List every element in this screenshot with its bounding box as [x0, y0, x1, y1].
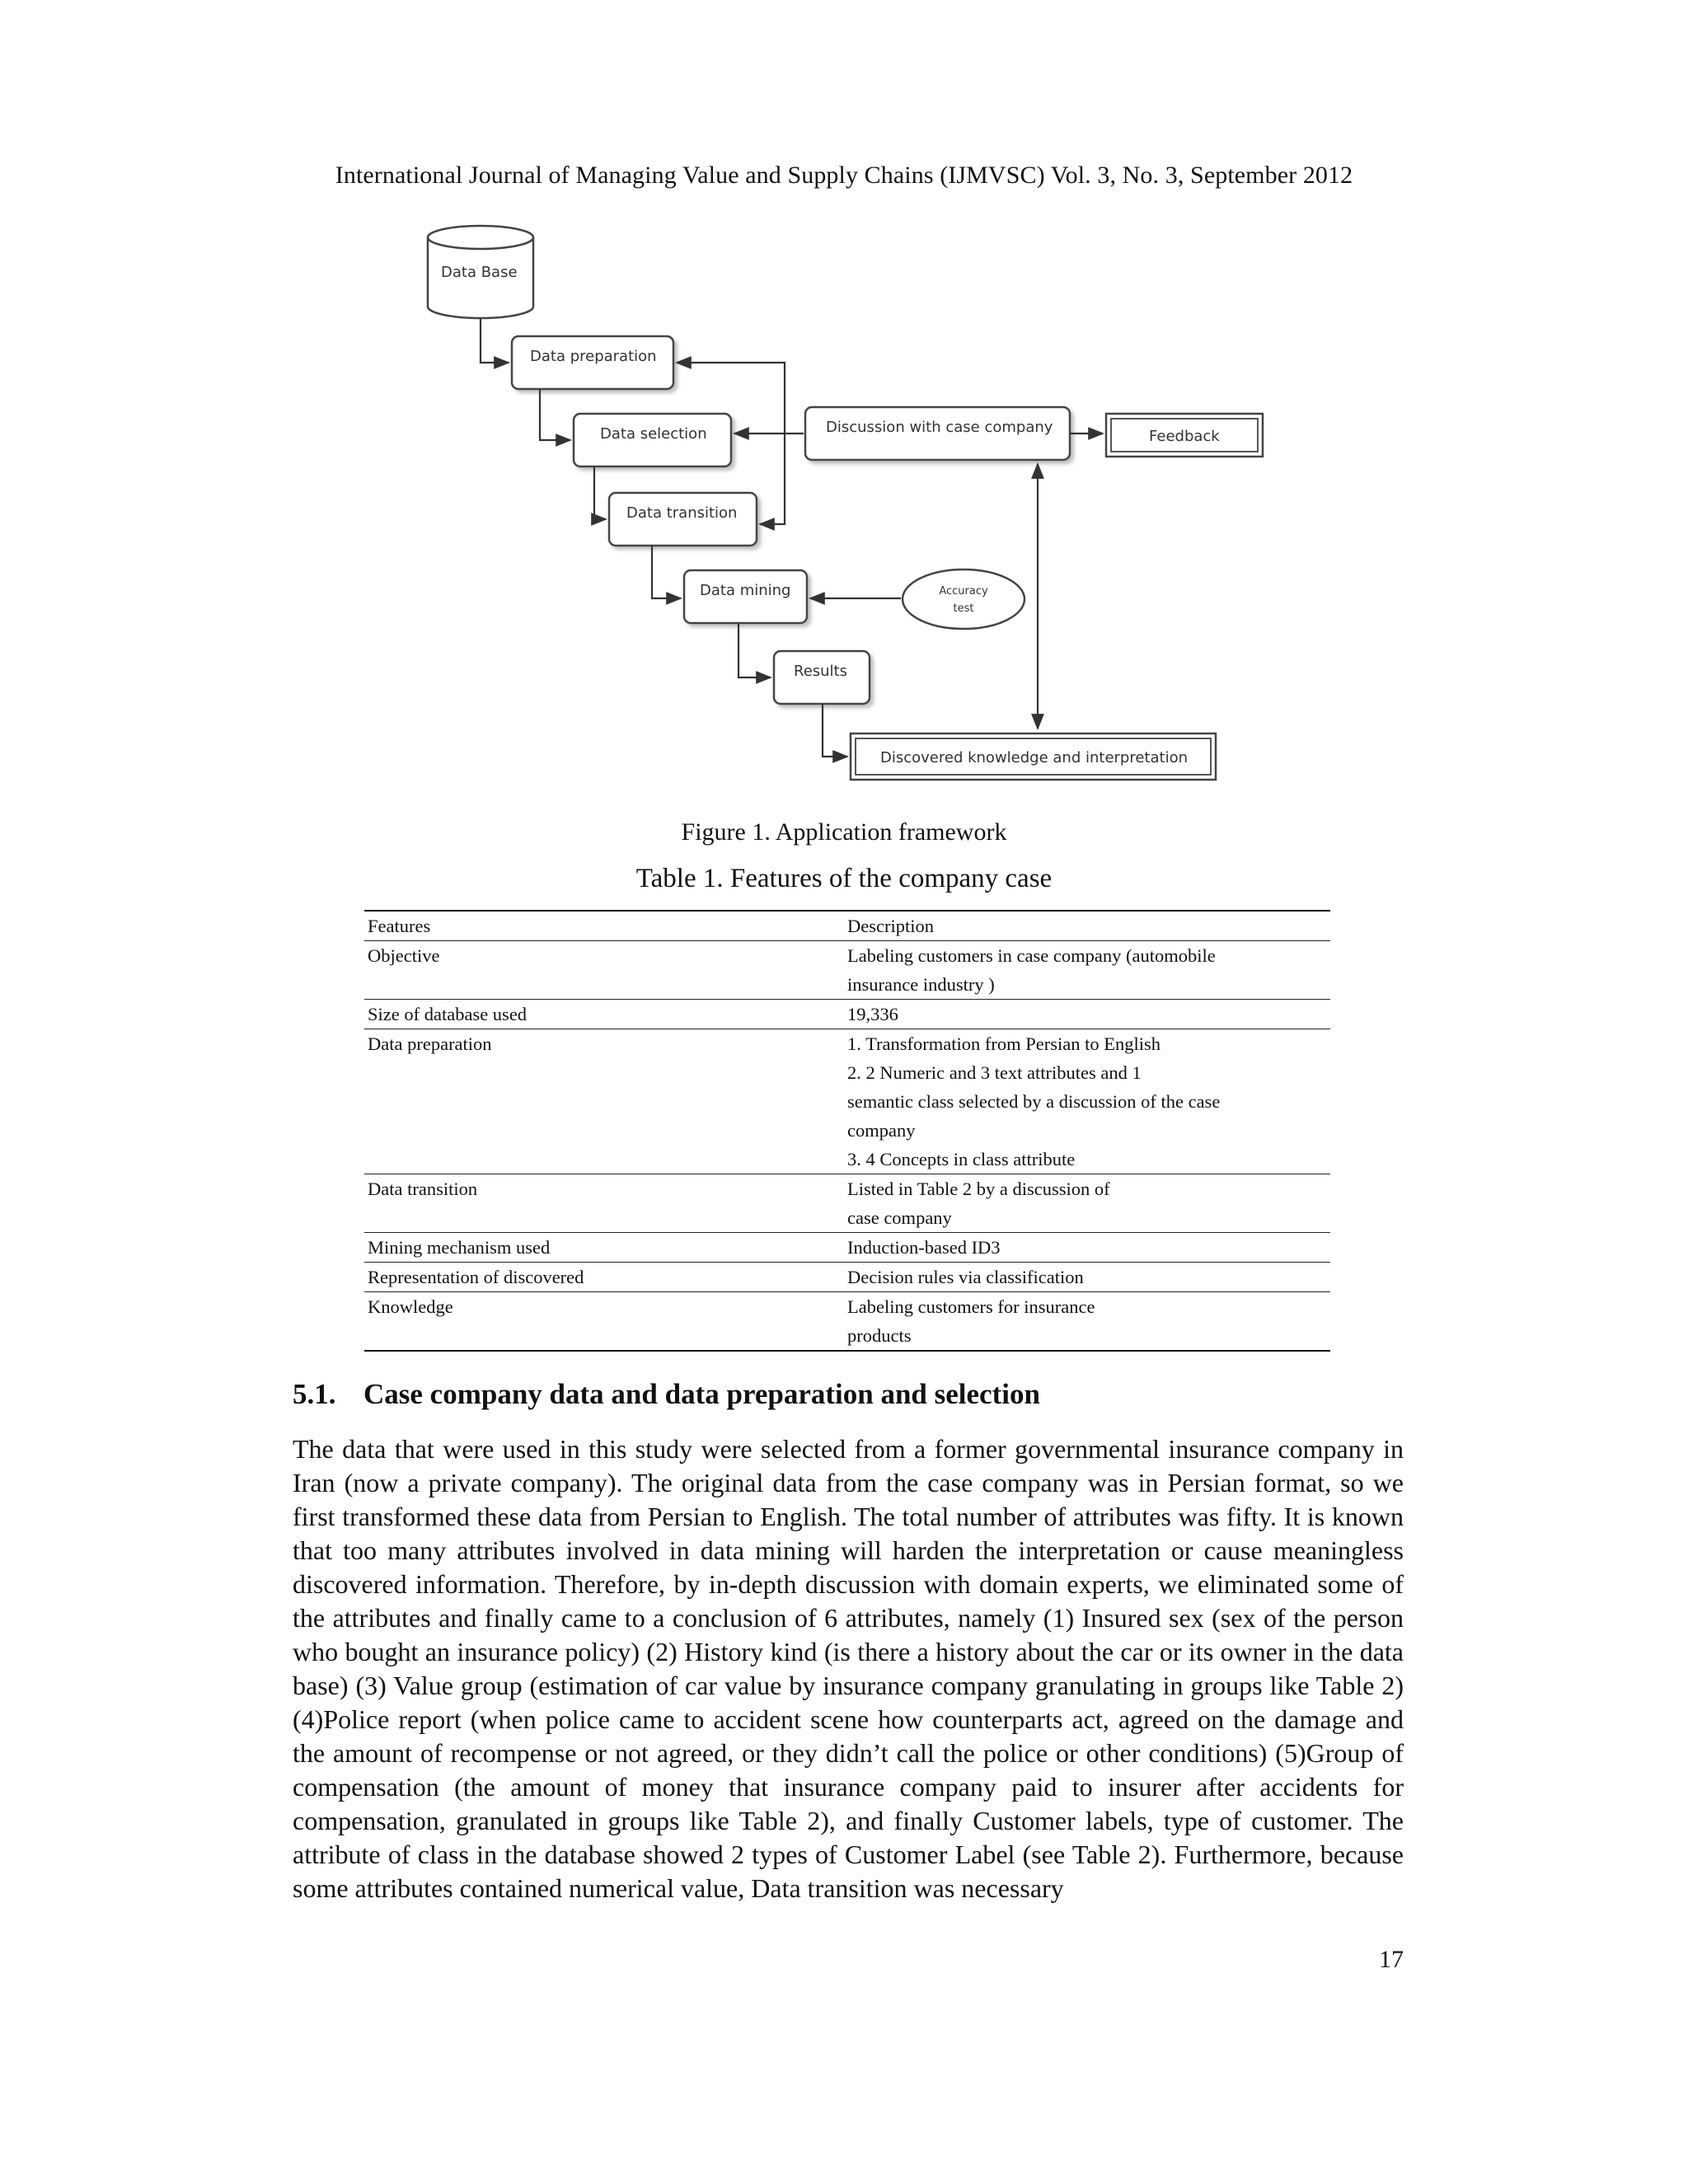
description-line: 2. 2 Numeric and 3 text attributes and 1	[846, 1062, 1142, 1083]
description-line: Listed in Table 2 by a discussion of	[846, 1179, 1110, 1199]
section-title: Case company data and data preparation and selection	[363, 1378, 1040, 1410]
results-node	[774, 651, 870, 704]
accuracy-label-line1: Accuracy	[939, 585, 988, 598]
header-description: Description	[847, 911, 1330, 941]
description-cell	[847, 1000, 1330, 1029]
feature-cell: Objective	[364, 941, 847, 1000]
table-caption: Table 1. Features of the company case	[635, 864, 1053, 893]
discussion-node	[805, 407, 1070, 460]
table-row	[364, 1292, 1330, 1352]
description-cell	[847, 941, 1330, 1000]
header-features: Features	[364, 911, 847, 941]
knowledge-label: Discovered knowledge and interpretation	[880, 749, 1188, 766]
section-heading	[293, 1378, 1040, 1411]
page-number: 17	[1379, 1946, 1404, 1973]
data-mining-label: Data mining	[700, 582, 791, 599]
section-number: 5.1.	[293, 1378, 336, 1410]
feedback-node	[1106, 414, 1263, 457]
feature-cell: Data preparation	[364, 1029, 847, 1174]
data-preparation-node	[512, 336, 673, 389]
feature-cell: Data transition	[364, 1174, 847, 1233]
table-row	[364, 1263, 1330, 1292]
feature-cell: Knowledge	[364, 1292, 847, 1352]
description-line: 1. Transformation from Persian to English	[846, 1033, 1160, 1054]
features-table	[364, 910, 1330, 1352]
results-label: Results	[794, 663, 847, 680]
table-row	[364, 1174, 1330, 1233]
data-transition-label: Data transition	[626, 504, 738, 522]
data-selection-node	[574, 414, 731, 466]
data-mining-node	[684, 570, 807, 623]
table-row	[364, 1000, 1330, 1029]
database-node	[428, 226, 533, 318]
running-header: International Journal of Managing Value and Supply Chains (IJMVSC) Vol. 3, No. 3, September 2012	[335, 162, 1353, 189]
description-line: insurance industry )	[846, 974, 995, 995]
table-row	[364, 1029, 1330, 1174]
database-label: Data Base	[441, 264, 518, 281]
application-framework-diagram	[0, 0, 1688, 808]
description-cell	[847, 1233, 1330, 1263]
description-line: Labeling customers for insurance	[846, 1296, 1095, 1317]
table-row	[364, 941, 1330, 1000]
data-preparation-label: Data preparation	[530, 348, 657, 365]
feature-cell: Size of database used	[364, 1000, 847, 1029]
description-line: Decision rules via classification	[846, 1267, 1084, 1287]
feature-cell: Representation of discovered	[364, 1263, 847, 1292]
description-line: case company	[846, 1207, 952, 1228]
description-line: semantic class selected by a discussion of the case	[846, 1091, 1221, 1112]
discussion-label: Discussion with case company	[826, 419, 1053, 436]
feature-cell: Mining mechanism used	[364, 1233, 847, 1263]
feedback-label: Feedback	[1149, 428, 1220, 445]
description-line: 3. 4 Concepts in class attribute	[846, 1149, 1076, 1169]
section-body-text: The data that were used in this study were selected from a former governmental insurance company in Iran (now a private company). The original data from the case company was in Persian format, so we first transformed these data from Persian to English. The total number of attributes was fifty. It is known that too many attributes involved in data mining will harden the interpretation or cause meaningless discovered information. Therefore, by in-depth discussion with domain experts, we eliminated some of the attributes and finally came to a conclusion of 6 attributes, namely (1) Insured sex (sex of the person who bought an insurance policy) (2) History kind (is there a history about the car or its owner in the data base) (3) Value group (estimation of car value by insurance company granulating in groups like Table 2) (4)Police report (when police came to accident scene how counterparts act, agreed on the damage and the amount of recompense or not agreed, or they didn’t call the police or other conditions) (5)Group of compensation (the amount of money that insurance company paid to insurer after accidents for compensation, granulated in groups like Table 2), and finally Customer labels, type of customer. The attribute of class in the database showed 2 types of Customer Label (see Table 2). Furthermore, because some attributes contained numerical value, Data transition was necessary	[293, 1434, 1404, 1903]
description-line: Induction-based ID3	[846, 1237, 1001, 1258]
table-header-row	[364, 911, 1330, 941]
description-cell	[847, 1263, 1330, 1292]
figure-caption: Figure 1. Application framework	[681, 818, 1007, 846]
data-selection-label: Data selection	[600, 425, 707, 443]
knowledge-node	[851, 733, 1216, 780]
description-line: products	[846, 1325, 912, 1346]
description-line: 19,336	[846, 1004, 898, 1024]
description-cell	[847, 1174, 1330, 1233]
description-line: company	[846, 1120, 916, 1141]
accuracy-test-node	[903, 569, 1025, 629]
data-transition-node	[609, 493, 757, 546]
accuracy-label-line2: test	[953, 602, 974, 615]
description-cell	[847, 1292, 1330, 1352]
table-row	[364, 1233, 1330, 1263]
description-line: Labeling customers in case company (automobile	[846, 945, 1216, 966]
description-cell	[847, 1029, 1330, 1174]
